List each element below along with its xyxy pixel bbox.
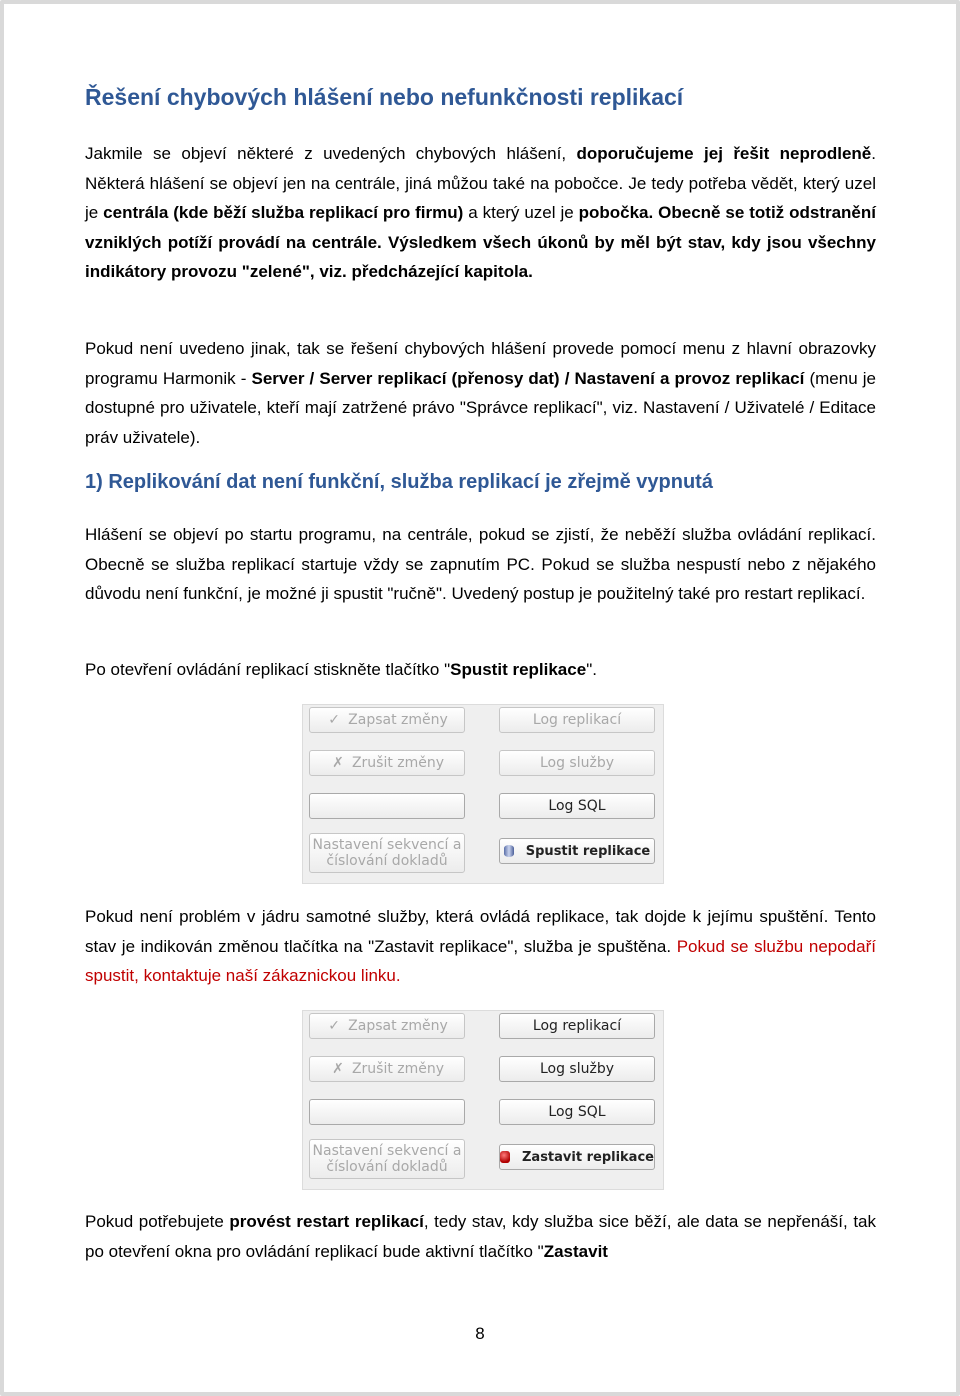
cross-icon: ✗ [332, 755, 344, 771]
section-heading: Řešení chybových hlášení nebo nefunkčnosti replikací [85, 84, 684, 110]
text-span: a který uzel je [463, 203, 579, 222]
replication-panel-stopped [302, 704, 664, 884]
emphasis-text: doporučujeme jej řešit neprodleně [576, 144, 872, 163]
restart-paragraph [85, 1207, 876, 1266]
stop-icon [500, 1151, 510, 1163]
log-replikaci-button[interactable] [499, 707, 655, 733]
menu-path: Server / Server replikací (přenosy dat) / Nastavení a provoz replikací [251, 368, 805, 388]
page-number: 8 [475, 1324, 485, 1343]
text-span: ". [586, 660, 597, 679]
intro-paragraph [85, 139, 876, 287]
button-label: Log SQL [548, 798, 606, 814]
text-span: (menu je dostupné pro uživatele, kteří mají zatržené právo "Správce replikací", viz. Nastavení / Uživatelé / Editace práv uživatele). [85, 368, 876, 447]
log-sql-button[interactable] [499, 793, 655, 819]
text-span: Po otevření ovládání replikací stiskněte tlačítko " [85, 660, 451, 679]
text-span: Pokud není problém v jádru samotné služby, která ovládá replikace, tak dojde k jejímu spuštění. Tento stav je indikován změnou tlačítka na "Zastavit replikace", služba je spuštěna. [85, 907, 876, 956]
zastavit-replikace-button[interactable] [499, 1144, 655, 1170]
empty-button[interactable] [309, 1099, 465, 1125]
button-label: Log SQL [548, 1104, 606, 1120]
text-span: Pokud potřebujete [85, 1212, 230, 1231]
warning-text: Pokud se službu nepodaří spustit, kontaktuje naší zákaznickou linku. [85, 936, 876, 985]
subsection-heading: 1) Replikování dat není funkční, služba replikací je zřejmě vypnutá [85, 471, 713, 493]
nastaveni-sekvenci-button[interactable] [309, 1139, 465, 1179]
menu-path-paragraph [85, 334, 876, 452]
zrusit-zmeny-button[interactable] [309, 750, 465, 776]
button-label: Log replikací [532, 1018, 622, 1034]
service-paragraph: Hlášení se objeví po startu programu, na centrále, pokud se zjistí, že neběží služba ovládání replikací. Obecně se služba replikací startuje vždy se zapnutím PC. Pokud se služba nespustí nebo z nějakého důvodu není funkční, je možné ji spustit "ručně". Uvedený postup je použitelný také pro restart replikací. [85, 525, 876, 603]
log-sluzby-button[interactable] [499, 750, 655, 776]
button-label: Zrušit změny [351, 755, 445, 771]
check-icon: ✓ [328, 1018, 341, 1034]
button-label-line2: číslování dokladů [326, 1159, 448, 1175]
replication-panel-running [302, 1010, 664, 1190]
button-label: Log služby [539, 1061, 615, 1077]
empty-button[interactable] [309, 793, 465, 819]
zapsat-zmeny-button[interactable] [309, 1013, 465, 1039]
emphasis-text: pobočka. Obecně se totiž odstranění vzniklých potíží provádí na centrále. Výsledkem všech úkonů by měl být stav, kdy jsou všechny indikátory provozu "zelené", viz. předcházející kapitola. [85, 203, 876, 281]
button-label: Zastavit replikace [522, 1149, 654, 1165]
instruction-paragraph [85, 655, 876, 685]
text-span: Pokud není uvedeno jinak, tak se řešení chybových hlášení provede pomocí menu z hlavní obrazovky programu Harmonik - [85, 339, 876, 388]
zrusit-zmeny-button[interactable] [309, 1056, 465, 1082]
button-name: Spustit replikace [450, 660, 587, 679]
cross-icon: ✗ [332, 1061, 344, 1077]
emphasis-text: Zastavit [543, 1241, 608, 1261]
result-paragraph [85, 902, 876, 991]
button-label: Log služby [539, 755, 615, 771]
database-icon [504, 845, 514, 857]
button-label-line1: Nastavení sekvencí a [312, 1143, 462, 1159]
zapsat-zmeny-button[interactable] [309, 707, 465, 733]
log-sql-button[interactable] [499, 1099, 655, 1125]
emphasis-text: provést restart replikací [229, 1212, 424, 1231]
button-label: Spustit replikace [525, 843, 651, 859]
button-label: Log replikací [532, 712, 622, 728]
button-label-line1: Nastavení sekvencí a [312, 837, 462, 853]
text-span: . Některá hlášení se objeví jen na centrále, jiná můžou také na pobočce. Je tedy potřeba vědět, který uzel je [85, 144, 876, 222]
nastaveni-sekvenci-button[interactable] [309, 833, 465, 873]
log-sluzby-button[interactable] [499, 1056, 655, 1082]
button-label: Zrušit změny [351, 1061, 445, 1077]
log-replikaci-button[interactable] [499, 1013, 655, 1039]
text-span: Jakmile se objeví některé z uvedených chybových hlášení, [85, 144, 577, 163]
emphasis-text: centrála (kde běží služba replikací pro firmu) [103, 203, 464, 222]
check-icon: ✓ [328, 712, 341, 728]
button-label: Zapsat změny [348, 1018, 448, 1034]
button-label-line2: číslování dokladů [326, 853, 448, 869]
text-span: , tedy stav, kdy služba sice běží, ale data se nepřenáší, tak po otevření okna pro ovládání replikací bude aktivní tlačítko " [85, 1212, 877, 1261]
spustit-replikace-button[interactable] [499, 838, 655, 864]
button-label: Zapsat změny [348, 712, 448, 728]
